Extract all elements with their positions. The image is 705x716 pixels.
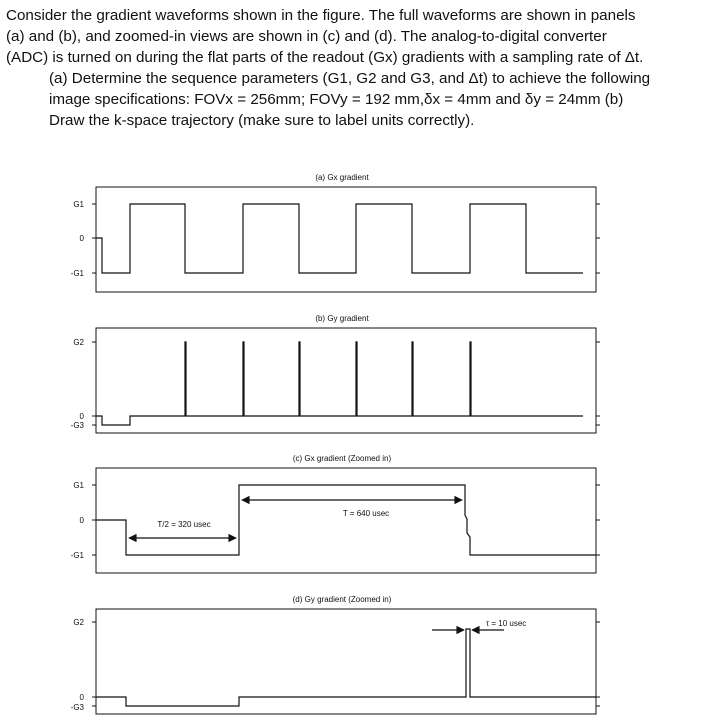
panel-c-ylabel-g1: G1 [73,481,84,490]
period-label: T = 640 usec [342,509,390,518]
panel-c-title: (c) Gx gradient (Zoomed in) [292,454,392,463]
gy-zoom-waveform [96,629,596,706]
panel-a [71,173,600,292]
part-a-line-3: Draw the k-space trajectory (make sure to label units correctly). [49,112,475,129]
panel-a-ylabel-zero: 0 [79,234,84,243]
panel-d-ylabel-g2: G2 [73,618,84,627]
panel-d-title: (d) Gy gradient (Zoomed in) [292,595,392,604]
panel-b-frame [96,328,596,433]
panel-d-ylabel-zero: 0 [79,693,84,702]
panel-c [71,454,600,573]
panel-b-ylabel-zero: 0 [79,412,84,421]
gx-waveform [96,204,583,273]
panel-a-ylabel-g1: G1 [73,200,84,209]
panel-c-ylabel-zero: 0 [79,516,84,525]
question-line-2: (a) and (b), and zoomed-in views are shown in (c) and (d). The analog-to-digital converter [6,28,607,45]
panel-c-ylabel-neg-g1: -G1 [70,551,84,560]
panel-b-ylabel-g2: G2 [73,338,84,347]
question-line-3: (ADC) is turned on during the flat parts of the readout (Gx) gradients with a sampling rate of Δt. [6,49,644,66]
question-line-1: Consider the gradient waveforms shown in the figure. The full waveforms are shown in panels [6,7,636,24]
half-period-label: T/2 = 320 usec [157,520,211,529]
gy-waveform [96,342,583,425]
panel-b-ylabel-neg-g3: -G3 [70,421,84,430]
part-a-line-1: (a) Determine the sequence parameters (G1, G2 and G3, and Δt) to achieve the following [49,70,651,87]
panel-a-title: (a) Gx gradient [315,173,369,182]
panel-d [71,595,600,714]
panel-b-title: (b) Gy gradient [315,314,369,323]
tau-label: τ = 10 usec [486,619,527,628]
panel-a-frame [96,187,596,292]
panel-d-ylabel-neg-g3: -G3 [70,703,84,712]
part-a-line-2: image specifications: FOVx = 256mm; FOVy = 192 mm,δx = 4mm and δy = 24mm (b) [49,91,624,108]
panel-a-ylabel-neg-g1: -G1 [70,269,84,278]
panel-b [71,314,600,433]
